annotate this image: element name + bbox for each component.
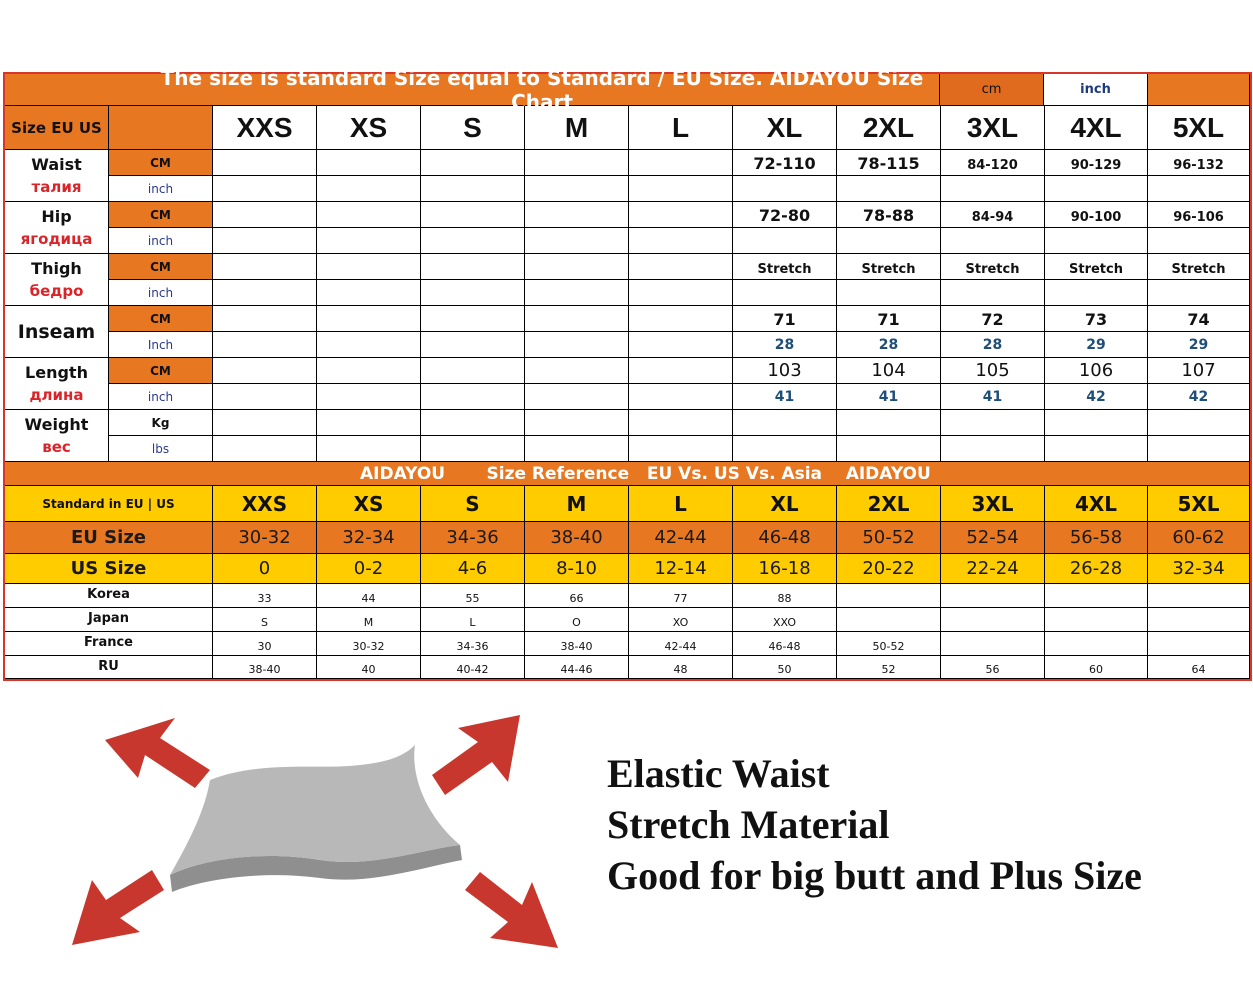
thigh-inch-cell: [421, 280, 525, 306]
thigh-inch-cell: [629, 280, 733, 306]
hip-unit-inch: inch: [109, 228, 213, 254]
hip-unit-cm: CM: [109, 202, 213, 228]
waist-inch-cell: [213, 176, 317, 202]
inseam-cm-cell: [629, 306, 733, 332]
hip-inch-cell: [941, 228, 1045, 254]
inseam-inch-cell: [629, 332, 733, 358]
hip-cm-cell: [629, 202, 733, 228]
waist-cm-cell: [525, 150, 629, 176]
hip-inch-cell: [1045, 228, 1148, 254]
inseam-cm-cell: [213, 306, 317, 332]
us-size-cell: 22-24: [941, 554, 1045, 584]
weight-cm-cell: [837, 410, 941, 436]
inseam-cm-cell: 74: [1148, 306, 1250, 332]
waist-cm-cell: [629, 150, 733, 176]
country-cell: 77: [629, 584, 733, 608]
unit-cm-header: cm: [940, 74, 1044, 106]
size-header-cell: 3XL: [941, 106, 1045, 150]
thigh-cm-cell: Stretch: [1148, 254, 1250, 280]
waist-cm-cell: 96-132: [1148, 150, 1250, 176]
waist-cm-cell: 90-129: [1045, 150, 1148, 176]
inseam-inch-cell: [317, 332, 421, 358]
country-cell: 50: [733, 656, 837, 679]
weight-cm-cell: [629, 410, 733, 436]
inseam-cm-cell: [421, 306, 525, 332]
length-label-ru: длина: [29, 386, 84, 404]
eu-size-cell: 50-52: [837, 522, 941, 554]
hip-label-ru: ягодица: [20, 230, 93, 248]
hip-label: Hip: [41, 207, 72, 226]
weight-cm-cell: [213, 410, 317, 436]
weight-inch-cell: [1045, 436, 1148, 462]
waist-unit-cm: CM: [109, 150, 213, 176]
thigh-cm-cell: [213, 254, 317, 280]
eu-size-cell: 60-62: [1148, 522, 1250, 554]
weight-unit-inch: lbs: [109, 436, 213, 462]
size-chart-table: [3, 65, 1252, 681]
weight-cm-cell: [1045, 410, 1148, 436]
inseam-inch-cell: 28: [941, 332, 1045, 358]
length-unit-cm: CM: [109, 358, 213, 384]
length-cm-cell: 107: [1148, 358, 1250, 384]
length-inch-cell: [317, 384, 421, 410]
weight-inch-cell: [421, 436, 525, 462]
inseam-inch-cell: [213, 332, 317, 358]
thigh-inch-cell: [525, 280, 629, 306]
size-header-cell: 5XL: [1148, 106, 1250, 150]
country-cell: O: [525, 608, 629, 632]
thigh-inch-cell: [1045, 280, 1148, 306]
country-cell: 66: [525, 584, 629, 608]
eu-size-cell: 34-36: [421, 522, 525, 554]
hip-inch-cell: [837, 228, 941, 254]
country-cell: [837, 608, 941, 632]
waist-unit-inch: inch: [109, 176, 213, 202]
country-cell: L: [421, 608, 525, 632]
eu-size-cell: 38-40: [525, 522, 629, 554]
waist-cm-cell: 78-115: [837, 150, 941, 176]
country-cell: [1045, 584, 1148, 608]
weight-cm-cell: [1148, 410, 1250, 436]
hip-inch-cell: [213, 228, 317, 254]
waist-inch-cell: [837, 176, 941, 202]
inseam-inch-cell: 29: [1045, 332, 1148, 358]
waist-cm-cell: [317, 150, 421, 176]
weight-cm-cell: [941, 410, 1045, 436]
us-size-cell: 20-22: [837, 554, 941, 584]
ref-size-cell: 4XL: [1045, 486, 1148, 522]
country-cell: [1148, 608, 1250, 632]
weight-unit-cm: Kg: [109, 410, 213, 436]
waist-cm-cell: 84-120: [941, 150, 1045, 176]
length-cm-cell: 104: [837, 358, 941, 384]
country-cell: [1148, 584, 1250, 608]
country-cell: [1045, 608, 1148, 632]
eu-size-cell: 46-48: [733, 522, 837, 554]
standard-label: Standard in EU | US: [5, 486, 213, 522]
weight-label-cell: [5, 410, 109, 462]
eu-size-cell: 52-54: [941, 522, 1045, 554]
country-cell: [837, 584, 941, 608]
thigh-inch-cell: [941, 280, 1045, 306]
length-inch-cell: 42: [1148, 384, 1250, 410]
us-size-cell: 12-14: [629, 554, 733, 584]
inseam-cm-cell: 72: [941, 306, 1045, 332]
thigh-cm-cell: [317, 254, 421, 280]
length-inch-cell: [525, 384, 629, 410]
eu-size-cell: 56-58: [1045, 522, 1148, 554]
country-cell: 42-44: [629, 632, 733, 656]
waist-inch-cell: [629, 176, 733, 202]
waist-cm-cell: 72-110: [733, 150, 837, 176]
waist-inch-cell: [317, 176, 421, 202]
ref-size-cell: L: [629, 486, 733, 522]
eu-size-cell: 42-44: [629, 522, 733, 554]
hip-cm-cell: 72-80: [733, 202, 837, 228]
hip-cm-cell: 78-88: [837, 202, 941, 228]
inseam-unit-cm: CM: [109, 306, 213, 332]
country-cell: 38-40: [213, 656, 317, 679]
country-cell: 46-48: [733, 632, 837, 656]
country-label: France: [5, 632, 213, 656]
thigh-cm-cell: Stretch: [941, 254, 1045, 280]
inseam-label: Inseam: [17, 320, 96, 343]
hip-inch-cell: [629, 228, 733, 254]
length-cm-cell: [317, 358, 421, 384]
country-cell: 52: [837, 656, 941, 679]
size-header-cell: M: [525, 106, 629, 150]
country-cell: [941, 632, 1045, 656]
inseam-inch-cell: [421, 332, 525, 358]
eu-size-cell: 32-34: [317, 522, 421, 554]
size-header-cell: 4XL: [1045, 106, 1148, 150]
ref-size-cell: 2XL: [837, 486, 941, 522]
size-header-cell: XS: [317, 106, 421, 150]
feature-elastic-waist: Elastic Waist: [607, 751, 830, 796]
thigh-inch-cell: [837, 280, 941, 306]
inseam-inch-cell: [525, 332, 629, 358]
us-size-cell: 0: [213, 554, 317, 584]
us-size-cell: 32-34: [1148, 554, 1250, 584]
feature-stretch-material: Stretch Material: [607, 802, 890, 847]
thigh-label-ru: бедро: [29, 282, 84, 300]
size-header-cell: S: [421, 106, 525, 150]
us-size-label: US Size: [5, 554, 213, 584]
size-header-cell: 2XL: [837, 106, 941, 150]
country-cell: 50-52: [837, 632, 941, 656]
length-cm-cell: [525, 358, 629, 384]
thigh-unit-inch: inch: [109, 280, 213, 306]
ref-size-cell: XXS: [213, 486, 317, 522]
waist-cm-cell: [213, 150, 317, 176]
length-cm-cell: [629, 358, 733, 384]
country-cell: 33: [213, 584, 317, 608]
weight-label-ru: вес: [42, 438, 71, 456]
inseam-cm-cell: [317, 306, 421, 332]
weight-inch-cell: [525, 436, 629, 462]
hip-inch-cell: [733, 228, 837, 254]
thigh-cm-cell: [629, 254, 733, 280]
length-inch-cell: [421, 384, 525, 410]
hip-inch-cell: [421, 228, 525, 254]
weight-cm-cell: [525, 410, 629, 436]
us-size-cell: 16-18: [733, 554, 837, 584]
weight-inch-cell: [941, 436, 1045, 462]
ref-size-cell: XL: [733, 486, 837, 522]
weight-inch-cell: [213, 436, 317, 462]
size-header-cell: XXS: [213, 106, 317, 150]
inseam-inch-cell: 28: [837, 332, 941, 358]
hip-cm-cell: [317, 202, 421, 228]
length-cm-cell: [421, 358, 525, 384]
arrow-up-left-icon: [105, 718, 210, 788]
country-cell: 30-32: [317, 632, 421, 656]
size-label-filler: [109, 106, 213, 150]
length-inch-cell: [629, 384, 733, 410]
country-cell: [1148, 632, 1250, 656]
inseam-cm-cell: [525, 306, 629, 332]
arrow-up-right-icon: [432, 715, 520, 795]
waist-inch-cell: [733, 176, 837, 202]
weight-inch-cell: [317, 436, 421, 462]
country-cell: 60: [1045, 656, 1148, 679]
size-eu-us-label: Size EU US: [5, 106, 109, 150]
waist-cm-cell: [421, 150, 525, 176]
inseam-inch-cell: 29: [1148, 332, 1250, 358]
weight-cm-cell: [317, 410, 421, 436]
length-unit-inch: inch: [109, 384, 213, 410]
inseam-cm-cell: 71: [733, 306, 837, 332]
country-cell: 40: [317, 656, 421, 679]
title-filler: [1148, 74, 1250, 106]
length-inch-cell: 42: [1045, 384, 1148, 410]
weight-cm-cell: [733, 410, 837, 436]
hip-inch-cell: [317, 228, 421, 254]
ref-size-cell: M: [525, 486, 629, 522]
stretch-fabric-illustration: [60, 700, 580, 960]
us-size-cell: 4-6: [421, 554, 525, 584]
length-label-cell: [5, 358, 109, 410]
thigh-inch-cell: [733, 280, 837, 306]
hip-inch-cell: [525, 228, 629, 254]
country-cell: M: [317, 608, 421, 632]
hip-cm-cell: [213, 202, 317, 228]
country-cell: 34-36: [421, 632, 525, 656]
waist-label-ru: талия: [31, 178, 82, 196]
country-cell: 48: [629, 656, 733, 679]
country-cell: 40-42: [421, 656, 525, 679]
thigh-cm-cell: Stretch: [1045, 254, 1148, 280]
length-cm-cell: 103: [733, 358, 837, 384]
country-cell: 88: [733, 584, 837, 608]
inseam-cm-cell: 73: [1045, 306, 1148, 332]
waist-inch-cell: [1148, 176, 1250, 202]
country-cell: [941, 584, 1045, 608]
country-label: RU: [5, 656, 213, 679]
length-inch-cell: [213, 384, 317, 410]
waist-inch-cell: [1045, 176, 1148, 202]
ref-size-cell: S: [421, 486, 525, 522]
thigh-cm-cell: [421, 254, 525, 280]
length-label: Length: [25, 363, 88, 382]
country-cell: [1045, 632, 1148, 656]
thigh-label-cell: [5, 254, 109, 306]
hip-label-cell: [5, 202, 109, 254]
country-cell: XXO: [733, 608, 837, 632]
chart-title: The size is standard Size equal to Standard / EU Size. AIDAYOU Size Chart: [5, 74, 940, 106]
length-cm-cell: 105: [941, 358, 1045, 384]
arrow-down-right-icon: [465, 872, 558, 948]
weight-label: Weight: [24, 415, 89, 434]
thigh-inch-cell: [213, 280, 317, 306]
ref-size-cell: 5XL: [1148, 486, 1250, 522]
country-label: Korea: [5, 584, 213, 608]
us-size-cell: 26-28: [1045, 554, 1148, 584]
waist-label-cell: [5, 150, 109, 202]
length-inch-cell: 41: [837, 384, 941, 410]
unit-inch-header: inch: [1044, 74, 1148, 106]
feature-plus-size: Good for big butt and Plus Size: [607, 853, 1142, 898]
country-cell: 64: [1148, 656, 1250, 679]
length-inch-cell: 41: [733, 384, 837, 410]
thigh-inch-cell: [317, 280, 421, 306]
country-cell: 44-46: [525, 656, 629, 679]
thigh-cm-cell: [525, 254, 629, 280]
hip-cm-cell: 96-106: [1148, 202, 1250, 228]
eu-size-cell: 30-32: [213, 522, 317, 554]
weight-inch-cell: [733, 436, 837, 462]
waist-label: Waist: [31, 155, 82, 174]
country-cell: XO: [629, 608, 733, 632]
us-size-cell: 0-2: [317, 554, 421, 584]
size-header-cell: L: [629, 106, 733, 150]
thigh-inch-cell: [1148, 280, 1250, 306]
ref-size-cell: XS: [317, 486, 421, 522]
hip-cm-cell: 90-100: [1045, 202, 1148, 228]
weight-inch-cell: [629, 436, 733, 462]
waist-inch-cell: [421, 176, 525, 202]
weight-inch-cell: [1148, 436, 1250, 462]
country-cell: 38-40: [525, 632, 629, 656]
country-label: Japan: [5, 608, 213, 632]
length-inch-cell: 41: [941, 384, 1045, 410]
hip-inch-cell: [1148, 228, 1250, 254]
inseam-inch-cell: 28: [733, 332, 837, 358]
inseam-cm-cell: 71: [837, 306, 941, 332]
weight-cm-cell: [421, 410, 525, 436]
country-cell: S: [213, 608, 317, 632]
thigh-cm-cell: Stretch: [733, 254, 837, 280]
weight-inch-cell: [837, 436, 941, 462]
length-cm-cell: [213, 358, 317, 384]
hip-cm-cell: [525, 202, 629, 228]
inseam-unit-inch: Inch: [109, 332, 213, 358]
waist-inch-cell: [525, 176, 629, 202]
country-cell: 30: [213, 632, 317, 656]
inseam-label-cell: [5, 306, 109, 358]
length-cm-cell: 106: [1045, 358, 1148, 384]
thigh-cm-cell: Stretch: [837, 254, 941, 280]
arrow-down-left-icon: [72, 870, 164, 945]
reference-title: AIDAYOU Size Reference EU Vs. US Vs. Asia AIDAYOU: [5, 462, 1250, 486]
hip-cm-cell: [421, 202, 525, 228]
us-size-cell: 8-10: [525, 554, 629, 584]
country-cell: 56: [941, 656, 1045, 679]
country-cell: [941, 608, 1045, 632]
waist-inch-cell: [941, 176, 1045, 202]
thigh-label: Thigh: [31, 259, 82, 278]
ref-size-cell: 3XL: [941, 486, 1045, 522]
hip-cm-cell: 84-94: [941, 202, 1045, 228]
country-cell: 44: [317, 584, 421, 608]
size-header-cell: XL: [733, 106, 837, 150]
country-cell: 55: [421, 584, 525, 608]
eu-size-label: EU Size: [5, 522, 213, 554]
thigh-unit-cm: CM: [109, 254, 213, 280]
